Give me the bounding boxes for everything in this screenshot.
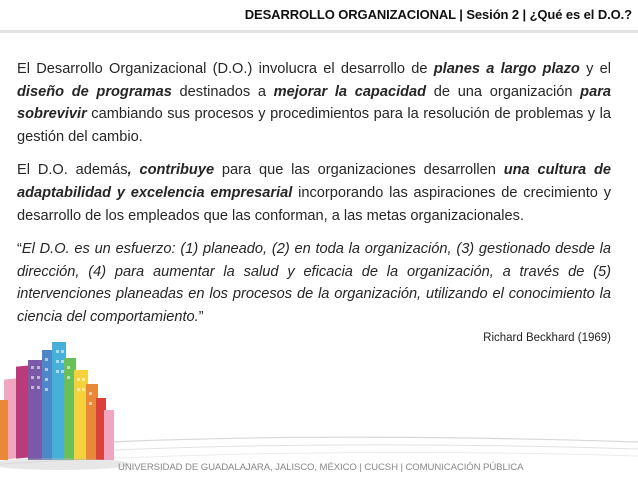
slide-body [17,58,611,349]
slide-header [0,0,638,28]
paragraph-text: para que las organizaciones desarrollen [214,162,504,179]
paragraph-text: y el [579,61,612,77]
header-divider [0,30,638,33]
emphasis-text: una cultura de adaptabilidad y excelencia empresarial [17,162,611,201]
paragraph-text: de una organización [426,83,581,100]
quote-open-mark: “ [17,241,22,258]
quote-close-mark: ” [198,308,204,325]
emphasis-text: para sobrevivir [17,83,611,123]
paragraph-contribution [17,159,611,227]
emphasis-text: diseño de programas [17,83,172,100]
paragraph-text: destinados a [171,83,274,100]
emphasis-text: mejorar la capacidad [273,83,427,100]
paragraph-text: El D.O. además [17,162,128,179]
paragraph-text: cambiando sus procesos y procedimientos para la resolución de problemas y la gestión del cambio. [17,106,611,145]
beckhard-quote [17,238,611,328]
emphasis-text: , contribuye [127,162,215,179]
quote-text: El D.O. es un esfuerzo: (1) planeado, (2) en toda la organización, (3) gestionado desde la dirección, (4) para aumentar la salud y eficacia de la organización, a través de (5) intervenciones planeadas en los procesos de la organización, utilizando el conocimiento la ciencia del comportamiento. [17,241,611,325]
quote-attribution: Richard Beckhard (1969) [483,331,611,344]
slide-title: DESARROLLO ORGANIZACIONAL | Sesión 2 | ¿Qué es el D.O.? [244,7,632,22]
emphasis-text: planes a largo plazo [433,61,580,77]
paragraph-text: El Desarrollo Organizacional (D.O.) involucra el desarrollo de [17,61,434,77]
paragraph-definition [17,58,611,148]
building-shapes [0,342,114,460]
paragraph-text: incorporando las aspiraciones de crecimiento y desarrollo de los empleados que las conforman, a las metas organizacionales. [17,184,611,224]
footer-institution: UNIVERSIDAD DE GUADALAJARA, JALISCO, MÉXICO | CUCSH | COMUNICACIÓN PÚBLICA [118,462,524,473]
city-skyline-graphic [0,330,638,479]
